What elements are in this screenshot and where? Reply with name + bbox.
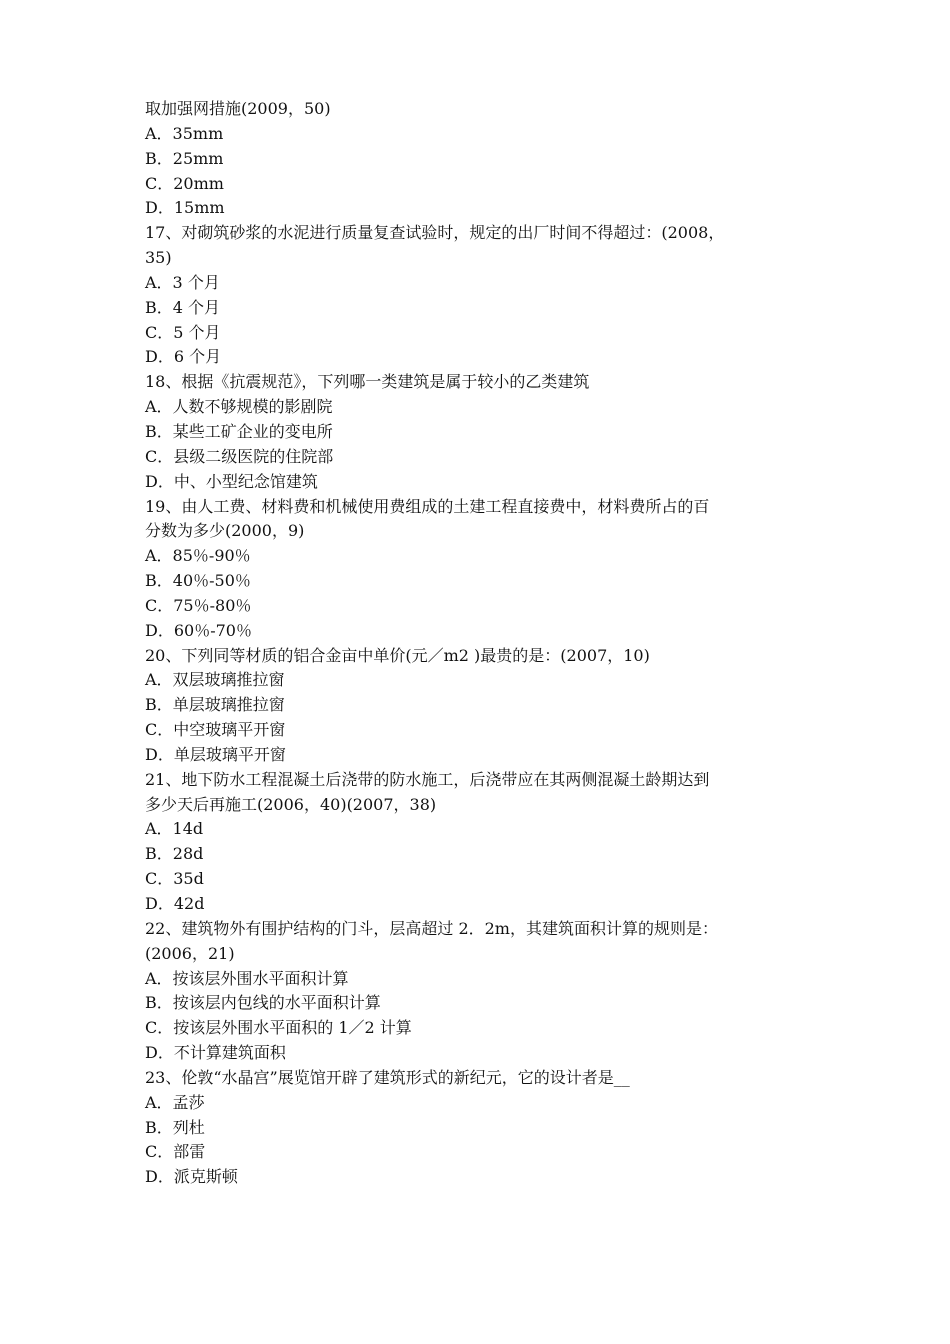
text-line: C．中空玻璃平开窗 bbox=[145, 720, 286, 740]
text-line: D．派克斯顿 bbox=[145, 1167, 238, 1187]
text-line: D．15mm bbox=[145, 198, 225, 218]
text-line: 多少天后再施工(2006，40)(2007，38) bbox=[145, 794, 437, 814]
text-line: A．人数不够规模的影剧院 bbox=[145, 397, 333, 417]
text-line: B．25mm bbox=[145, 148, 224, 168]
text-line: A．85％-90％ bbox=[145, 546, 251, 566]
text-line: B．28d bbox=[145, 844, 204, 864]
text-line: 19、由人工费、材料费和机械使用费组成的土建工程直接费中，材料费所占的百 bbox=[145, 496, 710, 516]
text-line: 22、建筑物外有围护结构的门斗，层高超过 2．2m，其建筑面积计算的规则是： bbox=[145, 918, 718, 938]
text-line: 23、伦敦“水晶宫”展览馆开辟了建筑形式的新纪元，它的设计者是__ bbox=[145, 1067, 630, 1087]
text-line: 分数为多少(2000，9) bbox=[145, 521, 305, 541]
text-line: C．5 个月 bbox=[145, 322, 221, 342]
text-line: D．不计算建筑面积 bbox=[145, 1043, 286, 1063]
text-line: 35) bbox=[145, 248, 172, 268]
text-line: C．部雷 bbox=[145, 1142, 206, 1162]
text-line: A．按该层外围水平面积计算 bbox=[145, 968, 349, 988]
text-line: B．列杜 bbox=[145, 1117, 205, 1137]
text-line: (2006，21) bbox=[145, 943, 235, 963]
text-line: A．14d bbox=[145, 819, 204, 839]
text-line: 取加强网措施(2009，50) bbox=[145, 99, 331, 118]
text-line: B．单层玻璃推拉窗 bbox=[145, 695, 285, 715]
text-line: B．按该层内包线的水平面积计算 bbox=[145, 993, 381, 1013]
text-line: D．中、小型纪念馆建筑 bbox=[145, 471, 318, 491]
text-line: C．按该层外围水平面积的 1／2 计算 bbox=[145, 1018, 412, 1038]
text-line: B．4 个月 bbox=[145, 297, 221, 317]
text-line: 21、地下防水工程混凝土后浇带的防水施工，后浇带应在其两侧混凝土龄期达到 bbox=[145, 769, 710, 789]
text-line: C．20mm bbox=[145, 173, 224, 193]
text-line: C．县级二级医院的住院部 bbox=[145, 446, 334, 466]
text-line: 20、下列同等材质的铝合金亩中单价(元／m2 )最贵的是：(2007，10) bbox=[145, 645, 650, 665]
text-line: D．单层玻璃平开窗 bbox=[145, 744, 286, 764]
text-line: 17、对砌筑砂浆的水泥进行质量复查试验时，规定的出厂时间不得超过：(2008， bbox=[145, 223, 725, 243]
text-line: D．42d bbox=[145, 894, 205, 913]
document-body bbox=[145, 97, 815, 1190]
text-line: A．孟莎 bbox=[145, 1092, 205, 1112]
text-line: C．35d bbox=[145, 869, 204, 889]
text-line: A．35mm bbox=[145, 123, 224, 143]
text-line: D．60％-70％ bbox=[145, 620, 252, 640]
text-line: A．3 个月 bbox=[145, 272, 220, 292]
text-line: 18、根据《抗震规范》，下列哪一类建筑是属于较小的乙类建筑 bbox=[145, 372, 590, 392]
text-line: B．某些工矿企业的变电所 bbox=[145, 421, 333, 441]
text-line: A．双层玻璃推拉窗 bbox=[145, 670, 285, 690]
text-line: C．75％-80％ bbox=[145, 595, 252, 615]
text-line: D．6 个月 bbox=[145, 347, 222, 367]
text-line: B．40％-50％ bbox=[145, 571, 251, 591]
